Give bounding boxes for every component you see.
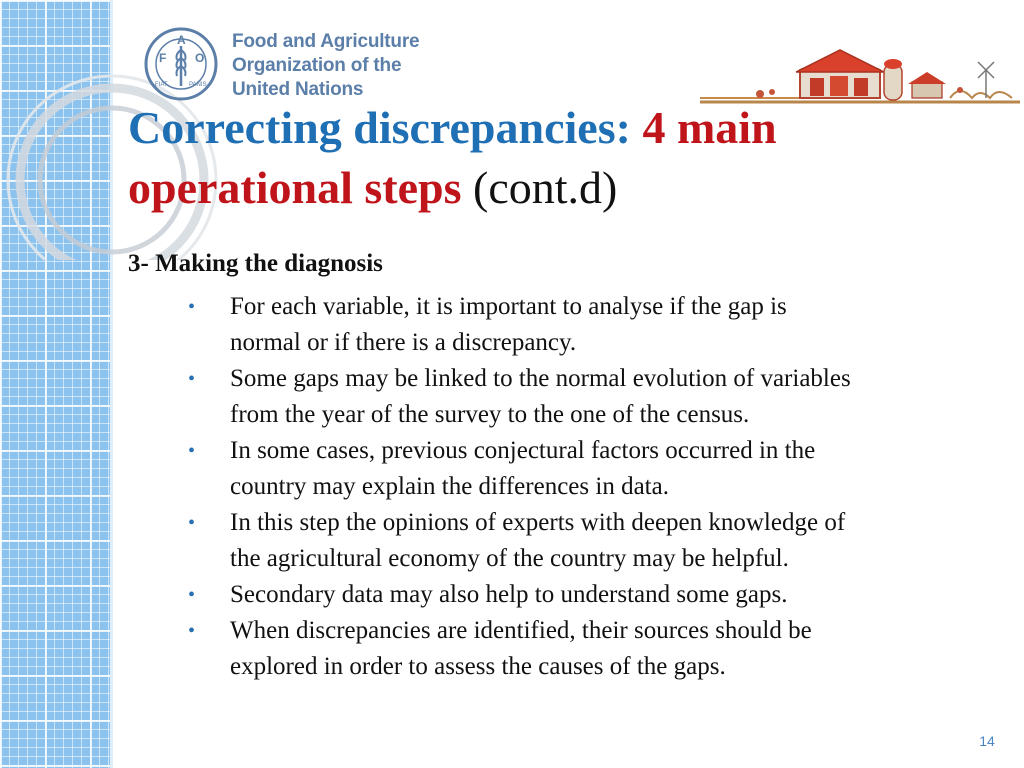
bullet-line-2: the agricultural economy of the country may be helpful. <box>230 545 789 572</box>
logo-motto-right: PANIS <box>189 82 207 88</box>
bullet-line-1: For each variable, it is important to analyse if the gap is <box>230 293 787 320</box>
bullet-line-1: Secondary data may also help to understand some gaps. <box>230 581 788 608</box>
logo-letter-a: A <box>177 33 186 47</box>
bullet-item <box>188 577 988 613</box>
title-part-1: Correcting discrepancies: <box>128 102 643 153</box>
page-number: 14 <box>979 733 995 749</box>
bullet-marker: • <box>188 584 196 606</box>
logo-letter-f: F <box>159 51 167 65</box>
bullet-line-1: Some gaps may be linked to the normal evolution of variables <box>230 365 851 392</box>
slide-title <box>128 98 988 218</box>
bullet-line-2: normal or if there is a discrepancy. <box>230 329 577 356</box>
bullet-marker: • <box>188 512 196 534</box>
logo-letter-o: O <box>195 51 205 65</box>
bullet-item <box>188 613 988 685</box>
bullet-line-1: In this step the opinions of experts with deepen knowledge of <box>230 509 846 536</box>
title-part-5: ) <box>602 162 618 213</box>
bullet-item <box>188 433 988 505</box>
bullet-line-1: In some cases, previous conjectural factors occurred in the <box>230 437 816 464</box>
organization-name <box>232 30 419 102</box>
org-name-line-1: Food and Agriculture <box>232 31 420 52</box>
section-heading: 3- Making the diagnosis <box>128 250 383 277</box>
bullet-marker: • <box>188 440 196 462</box>
bullet-marker: • <box>188 296 196 318</box>
bullet-item <box>188 505 988 577</box>
title-part-4: (cont.d <box>461 162 603 213</box>
bullet-line-2: country may explain the differences in data. <box>230 473 669 500</box>
farm-illustration <box>700 40 1020 106</box>
bullet-marker: • <box>188 368 196 390</box>
bullet-marker: • <box>188 620 196 642</box>
bullet-item <box>188 361 988 433</box>
org-name-line-3: United Nations <box>232 79 364 100</box>
fao-logo <box>143 26 219 102</box>
bullet-line-1: When discrepancies are identified, their sources should be <box>230 617 812 644</box>
title-part-2: 4 main <box>642 102 777 153</box>
logo-motto-left: FIAT <box>155 82 168 88</box>
title-part-3: operational steps <box>128 162 462 213</box>
org-name-line-2: Organization of the <box>232 55 402 76</box>
bullet-list <box>188 289 988 685</box>
bullet-line-2: explored in order to assess the causes of the gaps. <box>230 653 726 680</box>
bullet-item <box>188 289 988 361</box>
bullet-line-2: from the year of the survey to the one of the census. <box>230 401 750 428</box>
